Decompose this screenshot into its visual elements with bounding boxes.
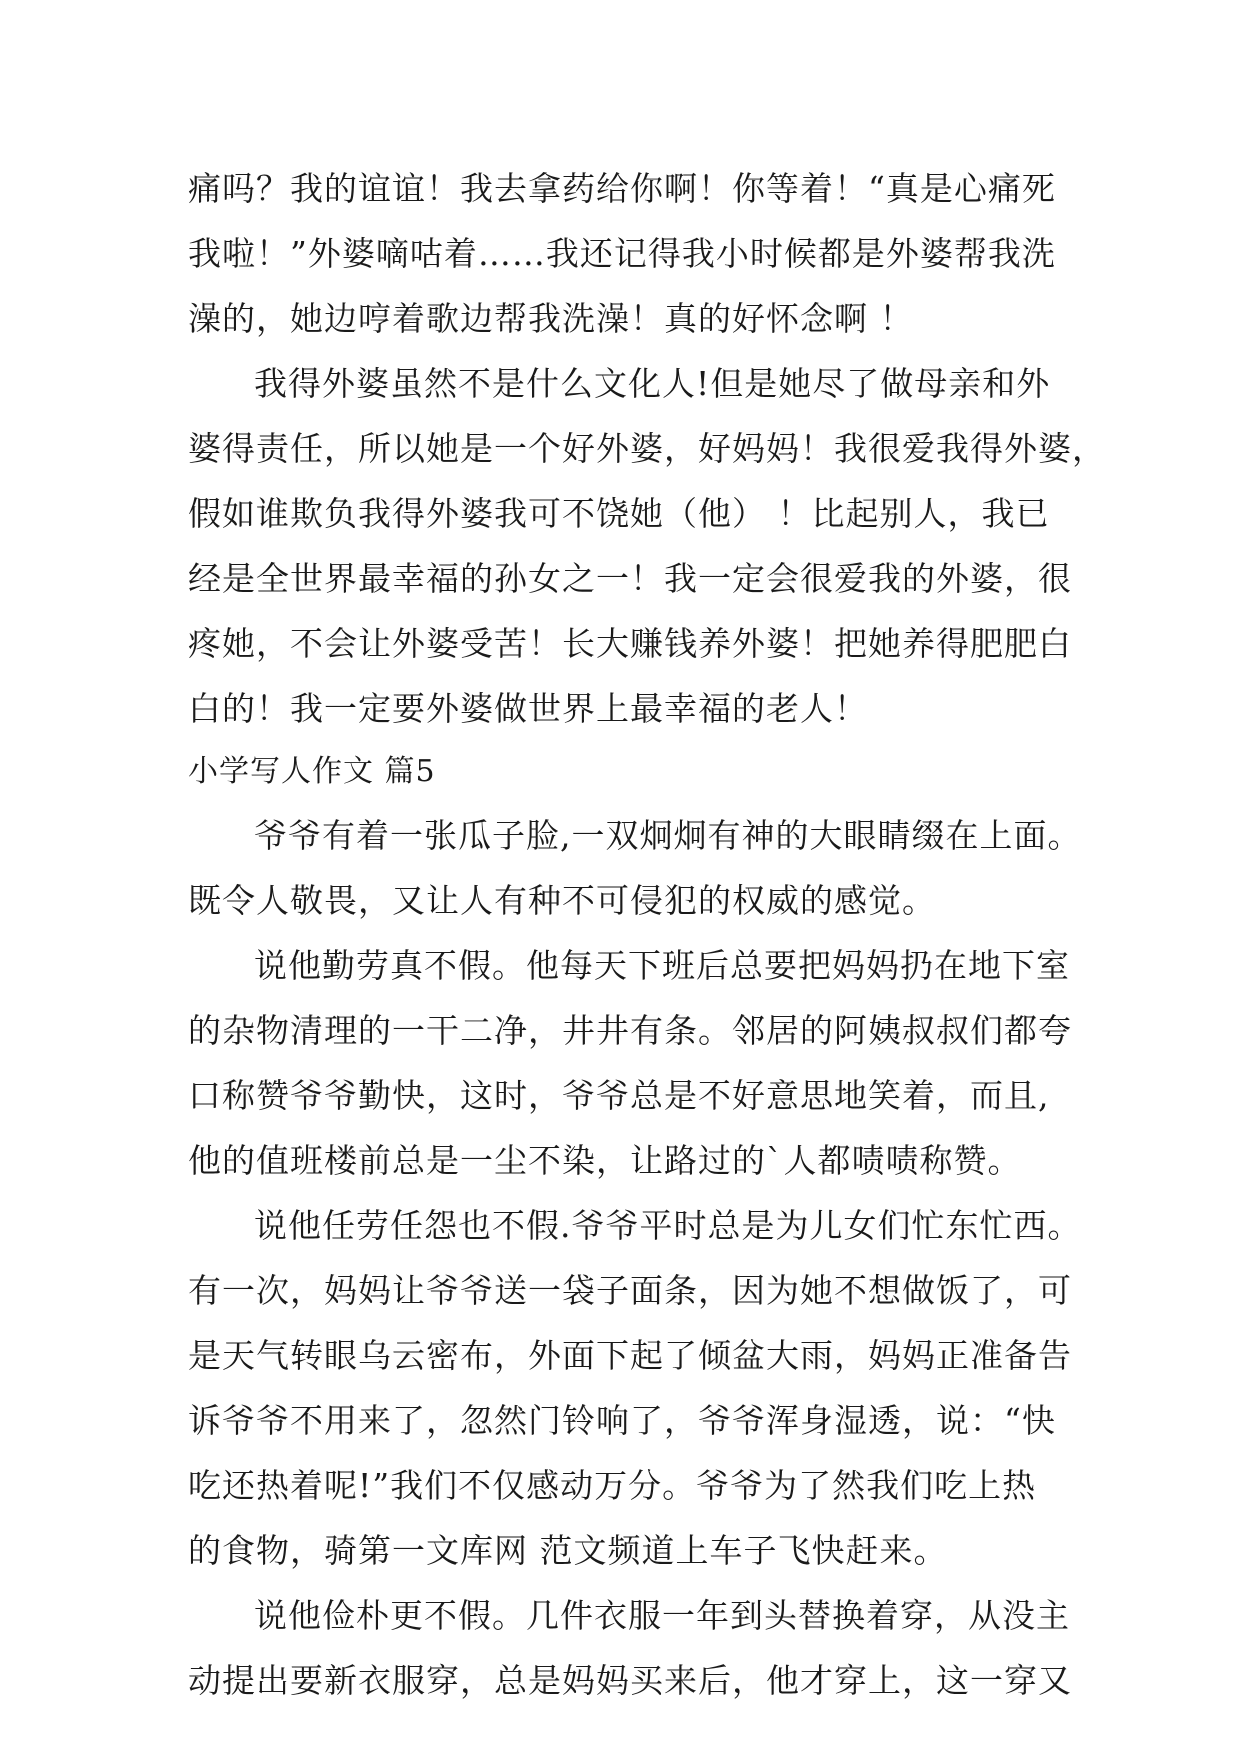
text-line: 爷爷有着一张瓜子脸,一双炯炯有神的大眼睛缀在上面。	[254, 816, 1082, 855]
text-line: 口称赞爷爷勤快，这时，爷爷总是不好意思地笑着，而且,	[188, 1076, 1050, 1115]
text-line: 疼她，不会让外婆受苦！长大赚钱养外婆！把她养得肥肥白	[188, 624, 1072, 663]
diligent-paragraph	[188, 933, 1072, 1193]
text-line: 说他勤劳真不假。他每天下班后总要把妈妈扔在地下室	[254, 946, 1070, 985]
text-line: 经是全世界最幸福的孙女之一！我一定会很爱我的外婆，很	[188, 559, 1072, 598]
text-line: 的杂物清理的一干二净，井井有条。邻居的阿姨叔叔们都夸	[188, 1011, 1072, 1050]
text-line: 我得外婆虽然不是什么文化人!但是她尽了做母亲和外	[254, 364, 1051, 403]
text-line: 他的值班楼前总是一尘不染，让路过的`人都啧啧称赞。	[188, 1141, 1022, 1180]
text-line: 婆得责任，所以她是一个好外婆，好妈妈！我很爱我得外婆，	[188, 429, 1106, 468]
text-line: 诉爷爷不用来了，忽然门铃响了，爷爷浑身湿透，说：“快	[188, 1401, 1056, 1440]
text-line: 动提出要新衣服穿，总是妈妈买来后，他才穿上，这一穿又	[188, 1661, 1072, 1700]
hardworking-paragraph	[188, 1193, 1082, 1583]
text-line: 说他俭朴更不假。几件衣服一年到头替换着穿，从没主	[254, 1596, 1070, 1635]
text-line: 说他任劳任怨也不假.爷爷平时总是为儿女们忙东忙西。	[254, 1206, 1082, 1245]
text-line: 澡的，她边哼着歌边帮我洗澡！真的好怀念啊 ！	[188, 299, 914, 338]
section-heading: 小学写人作文 篇5	[188, 754, 436, 789]
frugal-paragraph	[188, 1583, 1072, 1713]
grandma-paragraph	[188, 351, 1106, 741]
text-line: 有一次，妈妈让爷爷送一袋子面条，因为她不想做饭了，可	[188, 1271, 1072, 1310]
text-line: 是天气转眼乌云密布，外面下起了倾盆大雨，妈妈正准备告	[188, 1336, 1072, 1375]
text-line: 吃还热着呢!”我们不仅感动万分。爷爷为了然我们吃上热	[188, 1466, 1037, 1505]
intro-paragraph	[188, 156, 1068, 351]
text-line: 我啦！”外婆嘀咕着……我还记得我小时候都是外婆帮我洗	[188, 234, 1056, 273]
text-line: 的食物，骑第一文库网 范文频道上车子飞快赶来。	[188, 1531, 948, 1570]
document-body	[188, 156, 1106, 1713]
text-line: 白的！我一定要外婆做世界上最幸福的老人！	[188, 689, 868, 728]
face-paragraph	[188, 803, 1082, 933]
text-line: 假如谁欺负我得外婆我可不饶她（他） ！比起别人，我已	[188, 494, 1050, 533]
text-line: 既令人敬畏，又让人有种不可侵犯的权威的感觉。	[188, 881, 936, 920]
text-line: 痛吗？我的谊谊！我去拿药给你啊！你等着！“真是心痛死	[188, 169, 1056, 208]
